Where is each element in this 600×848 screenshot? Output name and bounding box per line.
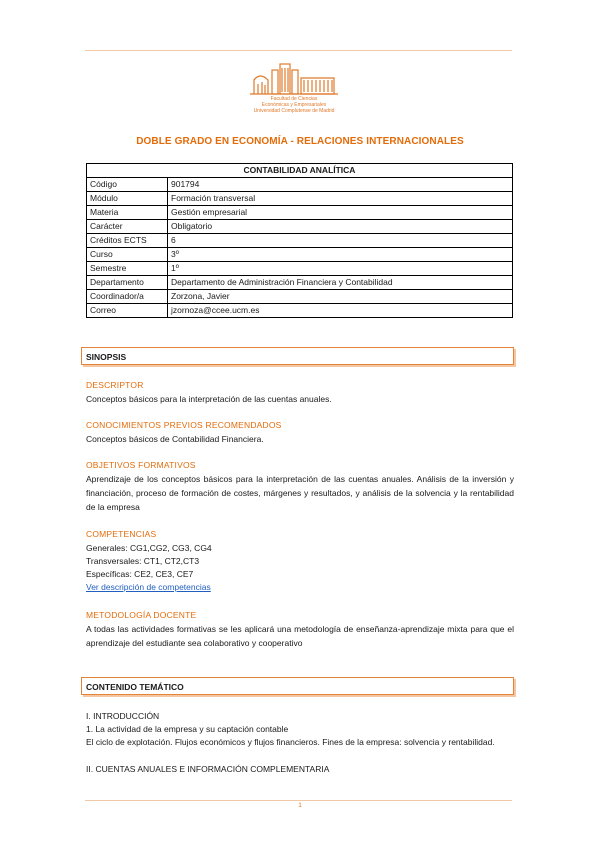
row-key: Correo [87,304,168,318]
table-row [87,192,513,206]
row-key: Semestre [87,262,168,276]
ver-competencias-link[interactable]: Ver descripción de competencias [86,582,211,592]
row-value: 1º [168,262,513,276]
table-row [87,206,513,220]
row-value: 3º [168,248,513,262]
contenido-line-1: I. INTRODUCCIÓN [86,711,160,721]
building-icon [246,58,342,98]
row-key: Materia [87,206,168,220]
contenido-line-3: El ciclo de explotación. Flujos económicos y flujos financieros. Fines de la empresa: solvencia y rentabilidad. [86,737,495,747]
row-key: Departamento [87,276,168,290]
competencias-transversales: Transversales: CT1, CT2,CT3 [86,556,200,566]
table-row [87,276,513,290]
row-value: Gestión empresarial [168,206,513,220]
table-row [87,178,513,192]
contenido-line-2: 1. La actividad de la empresa y su captación contable [86,724,289,734]
table-row [87,262,513,276]
degree-title: DOBLE GRADO EN ECONOMÍA - RELACIONES INTERNACIONALES [136,136,464,147]
objetivos-heading: OBJETIVOS FORMATIVOS [86,460,196,470]
competencias-link-row [86,580,514,594]
competencias-especificas: Específicas: CE2, CE3, CE7 [86,569,194,579]
logo-line-2: Económicas y Empresariales [261,102,327,108]
competencias-heading: COMPETENCIAS [86,529,157,539]
contenido-line-4: II. CUENTAS ANUALES E INFORMACIÓN COMPLEMENTARIA [86,764,330,774]
table-row [87,220,513,234]
row-key: Coordinador/a [87,290,168,304]
metodologia-heading: METODOLOGÍA DOCENTE [86,610,197,620]
row-key: Módulo [87,192,168,206]
footer-rule [85,800,512,801]
logo-line-1: Facultad de Ciencias [270,96,318,102]
row-value: Zorzona, Javier [168,290,513,304]
sinopsis-section-header: SINOPSIS [81,347,514,365]
objetivos-text: Aprendizaje de los conceptos básicos para la interpretación de las cuentas anuales. Análisis de la inversión y financiación, proceso de formación de costes, márgenes y resultados, y análisis de la solvencia y la rentabilidad de la empresa [86,474,514,512]
course-name-heading: CONTABILIDAD ANALÍTICA [87,164,513,178]
row-value: Formación transversal [168,192,513,206]
contenido-section-header: CONTENIDO TEMÁTICO [81,677,514,695]
row-value: jzornoza@ccee.ucm.es [168,304,513,318]
faculty-logo [246,58,342,116]
row-value: 6 [168,234,513,248]
competencias-generales: Generales: CG1,CG2, CG3, CG4 [86,543,212,553]
header-rule [85,50,512,51]
conocimientos-text: Conceptos básicos de Contabilidad Financiera. [86,434,264,444]
course-info-table [86,163,513,318]
table-row [87,234,513,248]
row-key: Carácter [87,220,168,234]
row-value: Obligatorio [168,220,513,234]
row-key: Créditos ECTS [87,234,168,248]
metodologia-text: A todas las actividades formativas se les aplicará una metodología de enseñanza-aprendizaje mixta para que el aprendizaje del estudiante sea colaborativo y cooperativo [86,624,514,648]
table-row [87,248,513,262]
page-number: 1 [298,803,302,809]
logo-line-3: Universidad Complutense de Madrid [253,108,335,114]
row-value: 901794 [168,178,513,192]
row-key: Curso [87,248,168,262]
conocimientos-heading: CONOCIMIENTOS PREVIOS RECOMENDADOS [86,420,282,430]
row-value: Departamento de Administración Financiera y Contabilidad [168,276,513,290]
table-row [87,304,513,318]
descriptor-text: Conceptos básicos para la interpretación de las cuentas anuales. [86,394,332,404]
row-key: Código [87,178,168,192]
table-row [87,290,513,304]
descriptor-heading: DESCRIPTOR [86,380,144,390]
